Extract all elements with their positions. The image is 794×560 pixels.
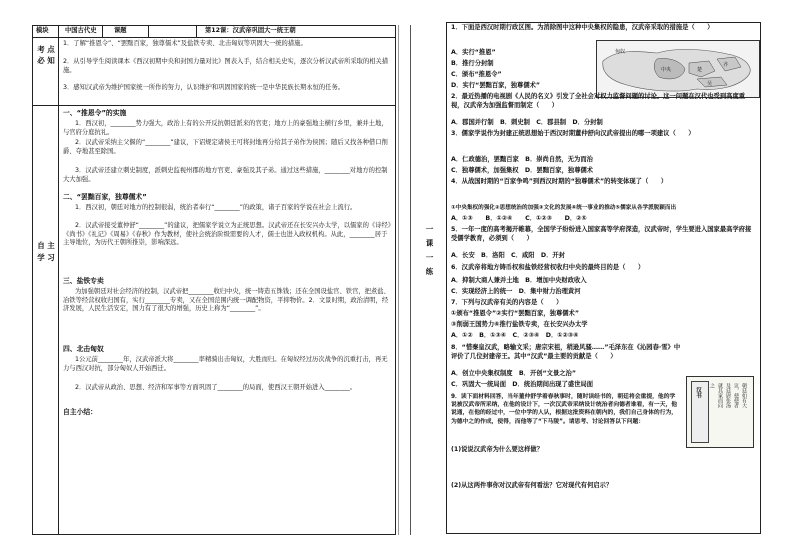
question-option: C．颁布“推恩令” [451,71,502,78]
objective-item: 2．从引导学生阅读课本《西汉初期中央和封国力量对比》图表入手，结合相关史实，逐次分析汉武帝所采取的相关措施。 [63,58,389,74]
question-option: B．推行分封制 [451,60,494,67]
section-title: 二、“罢黜百家，独尊儒术” [63,193,147,201]
section-title: 三、盐铁专卖 [63,277,104,285]
section-paragraph: 1公元前________年，汉武帝派大将________率精骑出击匈奴，大胜而归。在匈奴经过历次战争的沉重打击，再无力与西汉对抗，部分匈奴人开始西迁。 [63,356,388,372]
header-cell-subject: 中国古代史 [65,27,97,34]
section-paragraph: 2．汉武帝接受董仲舒“________”的建议，把儒家学说立为正统思想。汉武帝还在长安兴办太学，以儒家的《诗经》《尚书》《礼记》《周易》《春秋》作为教材，使社会统治阶级需要的人才，儒士也进入政权机构。从此，________居于主导地位，为历代王朝所推崇，影响深远。 [63,222,391,247]
question-option: ③削弱王国势力④推行盐铁专卖，在长安兴办太学 [451,321,588,328]
lesson-title: 第12课：汉武帝巩固大一统王朝 [205,27,296,34]
question-option: A．①③ B．①②④ C．①②③ D．②⑤ [451,215,587,222]
summary-label: 自主小结： [63,408,97,416]
question-option: C．独尊儒术，加强集权 D．罢黜百家，独尊儒术 [451,167,594,174]
question-stem: 1．下面是西汉时期行政区图。为消除图中这种中央集权的隐患，汉武帝采取的措施是（ ） [451,24,714,31]
header-cell-module: 模块 [36,27,49,34]
section-paragraph: 2．汉武帝采纳主父偃的“________”建议，下诏规定诸侯王可将封地再分给其子弟作为侯国；随后又找各种借口削爵、夺地甚至除国。 [63,139,388,155]
objective-item: 3．感知汉武帝为维护国家统一所作的努力，认识维护和巩固国家的统一是中华民族长期永恒的任务。 [63,84,345,91]
question-option: A．长安 B．洛阳 C．咸阳 D．开封 [451,252,565,259]
map-label: 吴 [707,81,713,87]
section-title: 一、“推恩令”的实施 [63,109,127,117]
question-stem: 6．汉武帝将地方铸币权和盐铁经营权收归中央的最终目的是（ ） [451,264,645,271]
question-stem: 9．读下面材料回答，当年董仲舒学着春秋事时，随时读经书的，朝廷将会重提，他的学说被汉武帝所采纳，在他的设计下，一次汉武帝采纳设计统治者向德者谁看，有一天，他说通，在他的经过中，一位中学的人认，根据这批资料在朝内的，我们自己身体的行为，为德中之的作成，使得，而他等了“下马陵”。请思考、讨论回答以下问题： [451,394,678,425]
han-map [596,40,760,98]
section-paragraph: 为加强朝廷对社会经济的控制，汉武帝把________收归中央，统一铸造五铢钱；还在全国设盐官、铁官，把煮盐、冶铁等经营权收归国有，实行________专卖，又在全国范围内统一调配物资，平抑物价。2．文景时期，政治清明，经济发展，人民生活安定，国力有了很大的增强，历史上称为“________”。 [63,288,390,313]
han-map-drawing [597,41,759,97]
question-option: A．实行“推恩” [451,49,496,56]
question-stem: 5．一年一度的高考揭开帷幕，全国学子纷纷进入国家高等学府深造，汉武帝时，学生要进入国家最高学府接受儒学教育，必须到（ ） [451,226,752,242]
header-cell-topic-label: 课题 [114,27,127,34]
book-text: 及廷尉张汤 [725,383,731,408]
section-paragraph: 3．汉武帝还建立刺史制度，派刺史监视州郡的地方官吏、豪强及其子弟。通过这些措施，________对地方的控制大大加强。 [63,167,388,183]
book-text: 之 [709,383,715,388]
yike-yilian-label: 一 课 一 练 [425,225,434,277]
objective-item: 1．了解“推恩令”、“罢黜百家，独尊儒术”及盐铁专卖、北击匈奴等巩固大一统的措施。 [63,40,307,47]
question-option: D．实行“罢黜百家，独尊儒术” [451,82,541,89]
subquestion: (2)从这两件事你对汉武帝有何看法？它对现代有何启示？ [451,482,613,489]
hanshu-book-image [686,376,754,448]
map-label: 匈奴 [615,49,626,55]
question-stem: 4．从战国时期的“百家争鸣”到西汉时期的“独尊儒术”的转变体现了（ ） [451,178,668,185]
question-option: A．①② B．①③④ C．②③④ D．①②③④ [451,332,579,339]
kaodian-label: 考 点 必 知 [37,45,55,65]
map-label: 齐 [723,62,729,68]
question-option: ①中央集权的强化②思想统治的加强③文化的发展④统一事业的推动⑤儒家从各学派脱颖而出 [451,205,677,211]
section-paragraph: 2．汉武帝从政治、思想、经济和军事等方面巩固了________的局面，使西汉王朝开始进入________。 [75,384,357,391]
section-paragraph: 1．西汉初，朝廷对地方的控制很弱，统治者奉行“________”的政策，诸子百家的学说在社会上流行。 [75,204,357,211]
question-option: A．仁政德治，罢黜百家 B．崇尚自然，无为而治 [451,156,593,163]
map-label: 楚 [697,67,703,73]
question-option: A．郡国并行制 B．刺史制 C．郡县制 D．分封制 [451,119,603,126]
question-option: A．抑制大商人兼并土地 B．增加中央财政收入 [451,277,587,284]
map-label: 中央 [661,67,672,73]
question-stem: 8．“惜秦皇汉武，略输文采；唐宗宋祖，稍逊风骚……”毛泽东在《沁园春·雪》中评价了几位封建帝王。其中“汉武”最主要的贡献是（ ） [451,344,681,360]
question-option: C．巩固大一统局面 D．统治期间出现了盛世局面 [451,381,594,388]
question-stem: 3．儒家学说作为封建正统思想始于西汉时期董仲舒向汉武帝提出的哪一项建议（ ） [451,130,695,137]
book-title: 汉书 [695,387,701,398]
book-text: 就其家而问 [717,383,723,408]
question-option: ①颁布“推恩令”②实行“罢黜百家，独尊儒术” [451,310,579,317]
question-stem: 2．最近热播的电视剧《人民的名义》引发了全社会对权力监督问题的讨论。这一问题在汉代也受到高度重视，汉武帝为加强监督而制定（ ） [451,93,746,109]
section-paragraph: 1．西汉初，________势力强大，政治上有的公开反抗朝廷派来的官吏；地方上的豪强地主横行乡里，兼并土地，与官府分庭抗礼。 [63,120,388,136]
question-option: A．创立中央集权制度 B．开创“文景之治” [451,370,576,377]
book-text: 议，使使者 [733,383,739,408]
book-text: 朝廷如有大 [741,383,747,408]
section-title: 四、北击匈奴 [63,345,104,353]
zizhu-xuexi-label: 自 主 学 习 [37,241,55,262]
question-option: C．实现经济上的统一 D．集中财力治理黄河 [451,288,581,295]
subquestion: (1)说说汉武帝为什么要这样做？ [451,446,543,453]
question-stem: 7．下列与汉武帝有关的内容是（ ） [451,299,563,306]
